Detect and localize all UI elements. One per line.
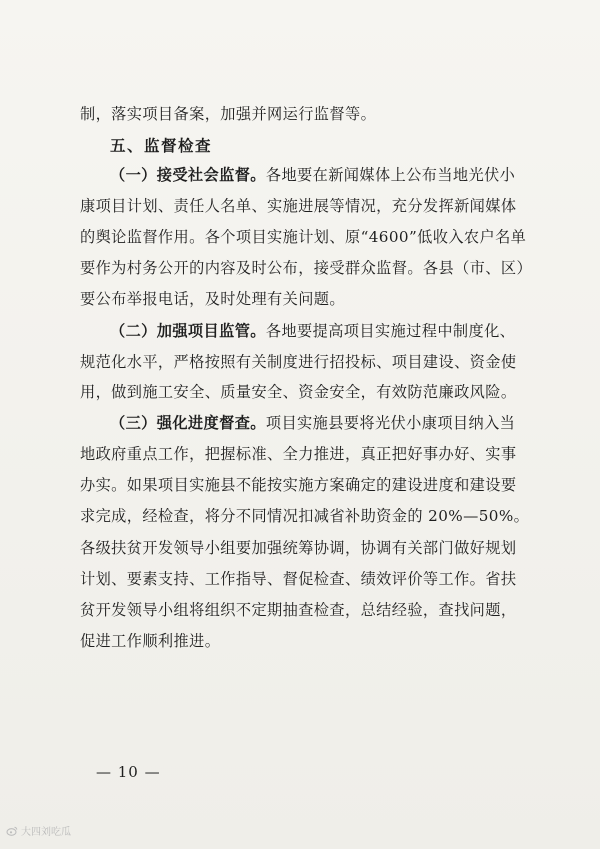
section-3-line: 促进工作顺利推进。: [80, 632, 221, 650]
section-3-lead: （三）强化进度督查。: [110, 414, 266, 432]
weibo-icon: [6, 825, 18, 837]
section-2-first-line: [110, 320, 515, 341]
section-2-lead: （二）加强项目监管。: [110, 322, 266, 340]
page-number: — 10 —: [96, 763, 161, 781]
section-3-line: 各级扶贫开发领导小组要加强统筹协调，协调有关部门做好规划: [80, 539, 517, 557]
section-2-first-line-text: 各地要提高项目实施过程中制度化、: [265, 322, 516, 340]
section-3-line: 求完成，经检查，将分不同情况扣减省补助资金的 20%—50%。: [80, 507, 530, 525]
section-heading: 五、监督检查: [110, 137, 213, 155]
section-1-lead: （一）接受社会监督。: [110, 166, 266, 184]
watermark-text: 大四刘吃瓜: [21, 827, 71, 838]
section-3-line: 地政府重点工作，把握标准、全力推进，真正把好事办好、实事: [80, 445, 517, 463]
section-2-line: 规范化水平，严格按照有关制度进行招投标、项目建设、资金使: [80, 353, 517, 371]
section-1-line: 的舆论监督作用。各个项目实施计划、原“4600”低收入农户名单: [80, 228, 527, 246]
section-1-line: 要公布举报电话，及时处理有关问题。: [80, 290, 345, 308]
section-3-first-line-text: 项目实施县要将光伏小康项目纳入当: [265, 414, 516, 432]
section-1-first-line: [110, 164, 515, 185]
section-3-line: 计划、要素支持、工作指导、督促检查、绩效评价等工作。省扶: [80, 570, 517, 588]
section-3-line: 办实。如果项目实施县不能按实施方案确定的建设进度和建设要: [80, 476, 517, 494]
section-3-line: 贫开发领导小组将组织不定期抽查检查，总结经验，查找问题，: [80, 601, 517, 619]
section-3-first-line: [110, 412, 515, 433]
watermark: [6, 823, 71, 838]
section-1-line: 康项目计划、责任人名单、实施进展等情况，充分发挥新闻媒体: [80, 197, 517, 215]
section-2-line: 用，做到施工安全、质量安全、资金安全，有效防范廉政风险。: [80, 383, 517, 401]
section-1-line: 要作为村务公开的内容及时公布，接受群众监督。各县（市、区）: [80, 259, 533, 277]
section-1-first-line-text: 各地要在新闻媒体上公布当地光伏小: [265, 166, 516, 184]
intro-line: 制，落实项目备案，加强并网运行监督等。: [80, 105, 377, 123]
